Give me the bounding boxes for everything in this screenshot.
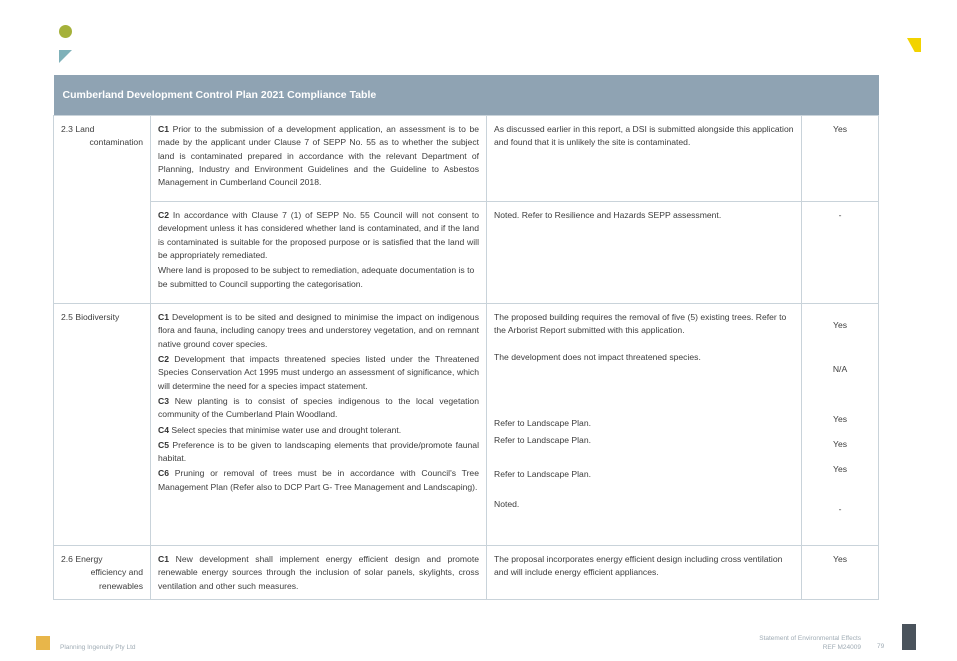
comment-item: Refer to Landscape Plan. bbox=[494, 418, 591, 428]
section-heading-line3: renewables bbox=[99, 580, 143, 591]
control-code: C1 bbox=[158, 554, 169, 564]
comment-cell: As discussed earlier in this report, a DSI is submitted alongside this application and found that it is unlikely the site is contaminated. bbox=[487, 116, 802, 202]
section-heading-line1: 2.6 Energy bbox=[61, 554, 103, 564]
requirement-text: Select species that minimise water use and drought tolerant. bbox=[171, 424, 402, 435]
comment-cell: The proposal incorporates energy efficient design including cross ventilation and will include energy efficient appliances. bbox=[487, 546, 802, 600]
requirement-item bbox=[158, 395, 479, 422]
compliance-cell bbox=[802, 304, 879, 546]
compliance-cell: - bbox=[802, 202, 879, 304]
control-code: C3 bbox=[158, 395, 169, 406]
control-code: C5 bbox=[158, 439, 169, 450]
comment-item: The development does not impact threatened species. bbox=[494, 352, 701, 362]
requirement-text: Development is to be sited and designed to minimise the impact on indigenous flora and fauna, including canopy trees and understorey vegetation, and on remnant native ground cover species. bbox=[158, 312, 479, 349]
table-row bbox=[54, 116, 879, 202]
comment-item: Refer to Landscape Plan. bbox=[494, 469, 591, 479]
compliance-value: Yes bbox=[833, 439, 848, 449]
section-heading-biodiversity: 2.5 Biodiversity bbox=[54, 304, 151, 546]
compliance-value: - bbox=[838, 504, 842, 514]
comment-cell bbox=[487, 304, 802, 546]
compliance-value: Yes bbox=[833, 414, 848, 424]
requirement-item bbox=[158, 467, 479, 494]
control-code: C1 bbox=[158, 124, 169, 134]
footer-doc-info bbox=[759, 634, 861, 652]
section-heading-line1: 2.3 Land bbox=[61, 124, 95, 134]
footer-doc-title: Statement of Environmental Effects bbox=[759, 635, 861, 642]
decorative-circle bbox=[59, 25, 72, 38]
requirement-item bbox=[158, 424, 479, 437]
requirement-cell bbox=[151, 546, 487, 600]
table-row bbox=[54, 202, 879, 304]
control-code: C2 bbox=[158, 353, 169, 364]
control-code: C6 bbox=[158, 468, 169, 479]
requirement-item bbox=[158, 353, 479, 393]
comment-cell: Noted. Refer to Resilience and Hazards SEPP assessment. bbox=[487, 202, 802, 304]
requirement-cell bbox=[151, 202, 487, 304]
requirement-text: In accordance with Clause 7 (1) of SEPP No. 55 Council will not consent to development unless it has considered whether land is contaminated, and if the land is contaminated is suitable for the proposed purpose or is satisfied that the land will be appropriately remediated. bbox=[158, 210, 479, 260]
compliance-table-container bbox=[53, 75, 878, 600]
compliance-value: N/A bbox=[832, 364, 848, 374]
footer-ref: REF M24009 bbox=[822, 644, 861, 652]
requirement-item bbox=[158, 439, 479, 466]
requirement-cell bbox=[151, 116, 487, 202]
requirement-text: Preference is to be given to landscaping elements that provide/promote faunal habitat. bbox=[158, 439, 479, 464]
footer-logo-square bbox=[36, 636, 50, 650]
compliance-table bbox=[53, 75, 879, 600]
section-heading-energy bbox=[54, 546, 151, 600]
table-row bbox=[54, 546, 879, 600]
control-code: C4 bbox=[158, 424, 169, 435]
requirement-text: New planting is to consist of species indigenous to the local vegetation community of the Cumberland Plain Woodland. bbox=[158, 395, 479, 420]
comment-item: Refer to Landscape Plan. bbox=[494, 435, 591, 445]
table-row bbox=[54, 304, 879, 546]
requirement-cell bbox=[151, 304, 487, 546]
comment-item: The proposed building requires the removal of five (5) existing trees. Refer to the Arborist Report submitted with this application. bbox=[494, 312, 787, 336]
decorative-triangle bbox=[59, 50, 72, 63]
compliance-value: Yes bbox=[833, 464, 848, 474]
footer-page-number: 79 bbox=[877, 643, 885, 650]
section-heading-line2: efficiency and bbox=[90, 567, 143, 578]
compliance-cell: Yes bbox=[802, 116, 879, 202]
footer-company: Planning Ingenuity Pty Ltd bbox=[60, 644, 136, 651]
control-code: C2 bbox=[158, 210, 169, 220]
table-title: Cumberland Development Control Plan 2021 Compliance Table bbox=[54, 75, 879, 116]
requirement-text: Development that impacts threatened species listed under the Threatened Species Conservation Act 1995 must undergo an assessment of significance, which will determine the need for a species impact statement. bbox=[158, 353, 480, 391]
comment-item: Noted. bbox=[494, 499, 520, 509]
footer-bar bbox=[902, 624, 916, 650]
decorative-corner-mark bbox=[907, 38, 921, 52]
compliance-value: Yes bbox=[833, 320, 848, 330]
section-heading-land-contamination bbox=[54, 116, 151, 304]
compliance-cell: Yes bbox=[802, 546, 879, 600]
requirement-text: Pruning or removal of trees must be in accordance with Council's Tree Management Plan (Refer also to DCP Part G- Tree Management and Landscaping). bbox=[158, 468, 479, 492]
requirement-text: Prior to the submission of a development application, an assessment is to be made by the applicant under Clause 7 of SEPP No. 55 as to whether the subject land is contaminated prepared in accordance with the relevant Department of Planning, Industry and Environment Guidelines and the Guideline to Asbestos Management in Cumberland Council 2018. bbox=[158, 124, 480, 188]
requirement-text: New development shall implement energy efficient design and promote renewable energy sources through the inclusion of solar panels, skylights, cross ventilation and other such measures. bbox=[158, 554, 480, 591]
requirement-item bbox=[158, 311, 479, 351]
section-heading-line2: contamination bbox=[89, 137, 143, 148]
control-code: C1 bbox=[158, 312, 169, 322]
requirement-extra-text: Where land is proposed to be subject to remediation, adequate documentation is to be submitted to Council supporting the categorisation. bbox=[158, 265, 475, 289]
